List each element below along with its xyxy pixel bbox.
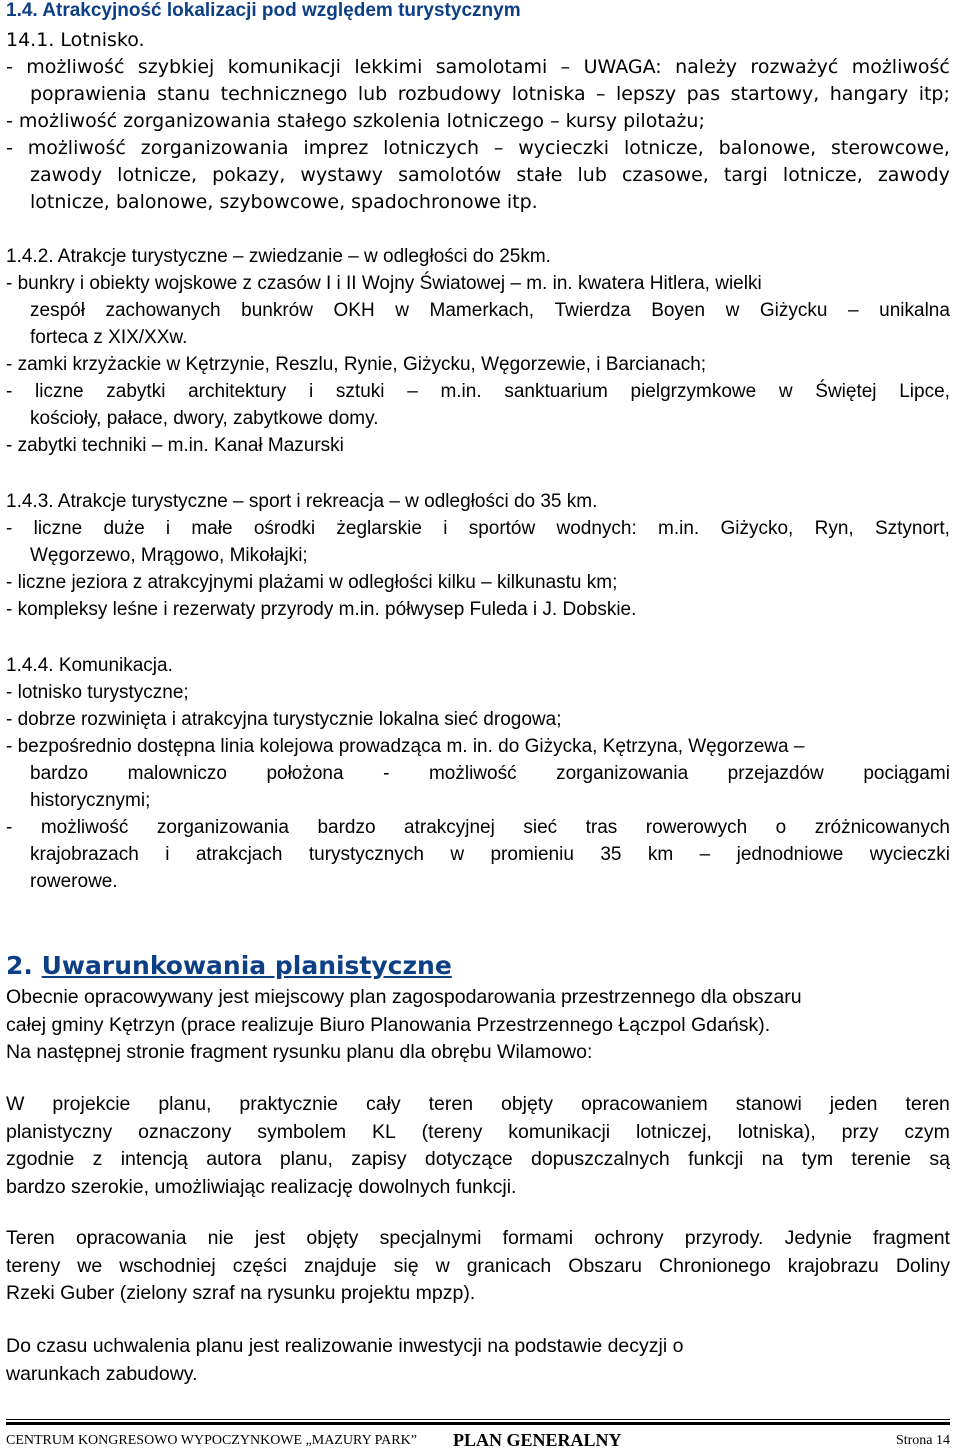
- footer-organization: CENTRUM KONGRESOWO WYPOCZYNKOWE „MAZURY PARK”: [6, 1433, 417, 1448]
- word: i: [443, 518, 448, 539]
- word: Chronionego: [659, 1254, 771, 1277]
- subsection-komunikacja: [6, 652, 950, 895]
- word: opracowania: [75, 1227, 187, 1249]
- word: planistyczny: [6, 1120, 113, 1143]
- text-line: całej gminy Kętrzyn (prace realizuje Biuro Planowania Przestrzennego Łączpol Gdańsk).: [6, 1013, 771, 1036]
- word: przyrody.: [684, 1227, 764, 1249]
- footer-document-title: PLAN GENERALNY: [453, 1430, 622, 1450]
- text-line: - dobrze rozwinięta i atrakcyjna turystycznie lokalna sieć drogowa;: [6, 709, 562, 730]
- word: zorganizowania: [140, 137, 289, 159]
- text-line: - bunkry i obiekty wojskowe z czasów I i II Wojny Światowej – m. in. kwatera Hitlera, wielki: [6, 273, 762, 294]
- word: wycieczki: [869, 844, 950, 865]
- word: unikalna: [879, 300, 950, 321]
- word: objęty: [306, 1227, 359, 1249]
- word: intencją: [120, 1148, 188, 1170]
- word: liczne: [33, 518, 83, 539]
- text-line: [6, 760, 950, 787]
- paragraph-decyzje: [6, 1333, 950, 1388]
- word: km: [647, 844, 674, 865]
- word: lotniczych: [383, 137, 479, 159]
- word: symbolem: [257, 1120, 347, 1143]
- word: w: [450, 844, 465, 865]
- word: szybkiej: [137, 56, 215, 78]
- word: sztuki: [335, 381, 385, 402]
- word: balonowe,: [718, 137, 817, 159]
- word: opracowaniem: [580, 1093, 708, 1115]
- word: czasowe,: [621, 164, 709, 186]
- word: Obszaru: [568, 1254, 642, 1277]
- word: lotniska),: [737, 1120, 816, 1143]
- section-title: Uwarunkowania planistyczne: [41, 951, 452, 980]
- word: sanktuarium: [504, 381, 608, 402]
- word: -: [6, 817, 13, 838]
- word: objęty: [500, 1093, 554, 1115]
- word: tras: [585, 817, 618, 838]
- word: –: [560, 56, 571, 78]
- word: atrakcyjnej: [404, 817, 495, 838]
- text-line: [6, 1119, 950, 1147]
- word: sterowcowe,: [831, 137, 950, 159]
- word: żeglarskie: [336, 518, 422, 539]
- word: małe: [191, 518, 233, 539]
- text-line: - kompleksy leśne i rezerwaty przyrody m.in. półwysep Fuleda i J. Dobskie.: [6, 599, 637, 620]
- word: samolotów: [398, 164, 502, 186]
- word: i: [165, 518, 171, 539]
- subsection-title: 1.4.4. Komunikacja.: [6, 655, 173, 676]
- word: -: [6, 381, 13, 402]
- word: hangary: [829, 83, 909, 105]
- word: liczne: [35, 381, 84, 402]
- word: pociągami: [863, 763, 950, 784]
- word: zawody: [30, 164, 103, 186]
- section-heading-1-4: 1.4. Atrakcyjność lokalizacji pod względem turystycznym: [6, 0, 521, 21]
- text-line: bardzo szerokie, umożliwiając realizację dowolnych funkcji.: [6, 1175, 517, 1198]
- word: z: [92, 1148, 103, 1170]
- word: należy: [675, 56, 737, 78]
- word: (tereny: [421, 1120, 483, 1143]
- word: -: [6, 137, 13, 159]
- word: lotniczej,: [636, 1120, 712, 1143]
- word: m.in.: [440, 381, 482, 402]
- word: lotnicze,: [623, 137, 704, 159]
- word: planu,: [158, 1093, 212, 1115]
- word: Giżycku: [759, 300, 828, 321]
- text-line: Rzeki Guber (zielony szraf na rysunku projektu mpzp).: [6, 1282, 476, 1304]
- section-number: 2.: [6, 951, 33, 980]
- word: turystycznych: [308, 844, 424, 865]
- text-line: historycznymi;: [30, 790, 151, 811]
- text-line: [6, 297, 950, 324]
- word: startowy,: [730, 83, 820, 105]
- word: teren: [905, 1093, 950, 1115]
- word: imprez: [303, 137, 369, 159]
- paragraph-plan-status: [6, 984, 950, 1067]
- paragraph-ochrona-przyrody: [6, 1225, 950, 1308]
- word: w: [395, 300, 409, 321]
- text-line: - bezpośrednio dostępna linia kolejowa prowadząca m. in. do Giżycka, Kętrzyna, Węgorzewa –: [6, 736, 805, 757]
- subsection-zwiedzanie: [6, 243, 950, 459]
- text-line: - zabytki techniki – m.in. Kanał Mazurski: [6, 435, 344, 456]
- word: położona: [266, 763, 344, 784]
- word: pokazy,: [212, 164, 286, 186]
- word: możliwość: [851, 56, 950, 78]
- word: czym: [904, 1120, 950, 1143]
- word: wschodniej: [119, 1254, 216, 1277]
- word: możliwość: [40, 817, 129, 838]
- word: ośrodki: [253, 518, 316, 539]
- word: promieniu: [490, 844, 574, 865]
- word: –: [699, 844, 711, 865]
- text-line: [6, 135, 950, 162]
- word: granicach: [466, 1254, 552, 1277]
- word: pielgrzymkowe: [630, 381, 757, 402]
- word: lotniska: [511, 83, 586, 105]
- word: zorganizowania: [156, 817, 289, 838]
- word: dopuszczalnych: [531, 1148, 670, 1170]
- text-line: [6, 162, 950, 189]
- word: wycieczki: [518, 137, 610, 159]
- word: sportów: [468, 518, 536, 539]
- word: możliwość: [27, 137, 126, 159]
- text-line: [6, 515, 950, 542]
- text-line: - lotnisko turystyczne;: [6, 682, 189, 703]
- word: –: [596, 83, 606, 105]
- subsection-title: 14.1. Lotnisko.: [6, 29, 145, 51]
- word: samolotami: [435, 56, 548, 78]
- word: formami: [502, 1227, 574, 1249]
- word: -: [6, 518, 13, 539]
- word: pas: [686, 83, 721, 105]
- word: bardzo: [317, 817, 376, 838]
- word: się: [393, 1254, 419, 1277]
- word: krajobrazu: [787, 1254, 879, 1277]
- text-line: kościoły, pałace, dwory, zabytkowe domy.: [30, 408, 379, 429]
- word: możliwość: [428, 763, 517, 784]
- text-line: - liczne jeziora z atrakcyjnymi plażami w odległości kilku – kilkunastu km;: [6, 572, 618, 593]
- word: rowerowych: [645, 817, 748, 838]
- text-line: - zamki krzyżackie w Kętrzynie, Reszlu, Rynie, Giżycku, Węgorzewie, i Barcianach;: [6, 354, 707, 375]
- text-line: [6, 1146, 950, 1174]
- word: planu,: [279, 1148, 333, 1170]
- word: Boyen: [651, 300, 706, 321]
- word: zespół: [30, 300, 85, 321]
- word: -: [6, 56, 13, 78]
- word: Lipce,: [899, 381, 950, 402]
- text-line: forteca z XIX/XXw.: [30, 327, 188, 348]
- word: funkcji: [688, 1148, 744, 1170]
- word: tym: [801, 1148, 834, 1170]
- word: fragment: [873, 1227, 950, 1249]
- word: we: [77, 1254, 103, 1277]
- word: technicznego: [220, 83, 348, 105]
- text-line: [6, 1253, 950, 1281]
- word: bunkrów: [241, 300, 313, 321]
- text-line: Na następnej stronie fragment rysunku planu dla obrębu Wilamowo:: [6, 1041, 593, 1063]
- word: lub: [577, 164, 607, 186]
- word: Giżycko,: [720, 518, 794, 539]
- word: KL: [371, 1120, 396, 1143]
- word: o: [775, 817, 787, 838]
- word: lepszy: [615, 83, 677, 105]
- word: dotyczące: [424, 1148, 513, 1170]
- word: architektury: [188, 381, 287, 402]
- subsection-title: 1.4.3. Atrakcje turystyczne – sport i rekreacja – w odległości do 35 km.: [6, 491, 598, 512]
- word: Świętej: [815, 381, 877, 402]
- word: przy: [841, 1120, 879, 1143]
- word: zawody: [877, 164, 950, 186]
- word: –: [493, 137, 504, 159]
- word: duże: [103, 518, 145, 539]
- text-line: Obecnie opracowywany jest miejscowy plan zagospodarowania przestrzennego dla obszaru: [6, 986, 802, 1008]
- word: autora: [206, 1148, 262, 1170]
- word: itp;: [918, 83, 950, 105]
- word: części: [232, 1254, 287, 1277]
- word: atrakcjach: [195, 844, 283, 865]
- word: nie: [207, 1227, 234, 1249]
- word: praktycznie: [239, 1093, 339, 1115]
- word: możliwość: [26, 56, 125, 78]
- word: m.in.: [658, 518, 700, 539]
- word: bardzo: [30, 763, 89, 784]
- word: komunikacji: [508, 1120, 611, 1143]
- word: stanowi: [735, 1093, 802, 1115]
- footer-page-number: Strona 14: [895, 1433, 950, 1448]
- text-line: [6, 814, 950, 841]
- text-line: warunkach zabudowy.: [6, 1362, 198, 1385]
- word: przejazdów: [727, 763, 824, 784]
- text-line: [6, 841, 950, 868]
- word: oznaczony: [138, 1120, 232, 1143]
- word: Mamerkach,: [429, 300, 535, 321]
- word: wystawy: [300, 164, 383, 186]
- word: i: [309, 381, 314, 402]
- word: w: [435, 1254, 450, 1277]
- word: targi: [723, 164, 768, 186]
- word: jednodniowe: [736, 844, 844, 865]
- text-line: [6, 378, 950, 405]
- word: cały: [365, 1093, 401, 1115]
- word: znajduje: [303, 1254, 377, 1277]
- text-line: [6, 1091, 950, 1119]
- word: malowniczo: [127, 763, 227, 784]
- word: krajobrazach: [30, 844, 139, 865]
- footer-divider-thick: [6, 1422, 950, 1425]
- word: komunikacji: [227, 56, 341, 78]
- word: stanu: [157, 83, 211, 105]
- word: projekcie: [52, 1093, 131, 1115]
- text-line: [6, 1225, 950, 1253]
- word: UWAGA:: [583, 56, 662, 78]
- word: Doliny: [895, 1254, 950, 1277]
- word: rozbudowy: [397, 83, 502, 105]
- text-line: Węgorzewo, Mrągowo, Mikołajki;: [30, 545, 308, 566]
- word: poprawienia: [30, 83, 147, 105]
- word: stałe: [516, 164, 563, 186]
- word: w: [778, 381, 793, 402]
- word: sieć: [523, 817, 558, 838]
- text-line: [6, 81, 950, 108]
- word: teren: [428, 1093, 474, 1115]
- word: zorganizowania: [556, 763, 689, 784]
- word: –: [848, 300, 859, 321]
- word: tereny: [6, 1254, 61, 1277]
- text-line: rowerowe.: [30, 871, 118, 892]
- word: zabytki: [106, 381, 166, 402]
- paragraph-projekt-planu: [6, 1091, 950, 1201]
- text-line: Do czasu uchwalenia planu jest realizowanie inwestycji na podstawie decyzji o: [6, 1335, 684, 1357]
- word: Sztynort,: [874, 518, 950, 539]
- word: zachowanych: [105, 300, 221, 321]
- section-heading-2: [6, 951, 452, 980]
- word: Ryn,: [814, 518, 854, 539]
- word: 35: [600, 844, 622, 865]
- text-line: - możliwość zorganizowania stałego szkolenia lotniczego – kursy pilotażu;: [6, 110, 705, 132]
- word: jeden: [829, 1093, 878, 1115]
- word: i: [165, 844, 170, 865]
- word: Teren: [6, 1227, 55, 1249]
- word: specjalnymi: [379, 1227, 482, 1249]
- word: lotnicze,: [117, 164, 197, 186]
- word: lub: [357, 83, 388, 105]
- word: lotnicze,: [782, 164, 863, 186]
- word: OKH: [333, 300, 375, 321]
- word: jest: [254, 1227, 286, 1249]
- subsection-sport: [6, 488, 950, 623]
- word: terenie: [851, 1148, 912, 1170]
- page-footer: [6, 1430, 950, 1452]
- word: zgodnie: [6, 1148, 75, 1170]
- word: Jedynie: [784, 1227, 852, 1249]
- word: W: [6, 1093, 25, 1115]
- word: ochrony: [594, 1227, 664, 1249]
- text-line: [6, 54, 950, 81]
- word: Twierdza: [554, 300, 631, 321]
- footer-divider: [6, 1419, 950, 1420]
- word: są: [929, 1148, 950, 1170]
- subsection-lotnisko: [6, 27, 950, 216]
- word: w: [725, 300, 740, 321]
- word: –: [407, 381, 418, 402]
- word: zróżnicowanych: [814, 817, 950, 838]
- word: na: [761, 1148, 784, 1170]
- word: zapisy: [351, 1148, 407, 1170]
- word: -: [383, 763, 390, 784]
- subsection-title: 1.4.2. Atrakcje turystyczne – zwiedzanie – w odległości do 25km.: [6, 246, 551, 267]
- text-line: lotnicze, balonowe, szybowcowe, spadochronowe itp.: [30, 191, 538, 213]
- word: wodnych:: [556, 518, 637, 539]
- word: rozważyć: [750, 56, 839, 78]
- word: lekkimi: [354, 56, 423, 78]
